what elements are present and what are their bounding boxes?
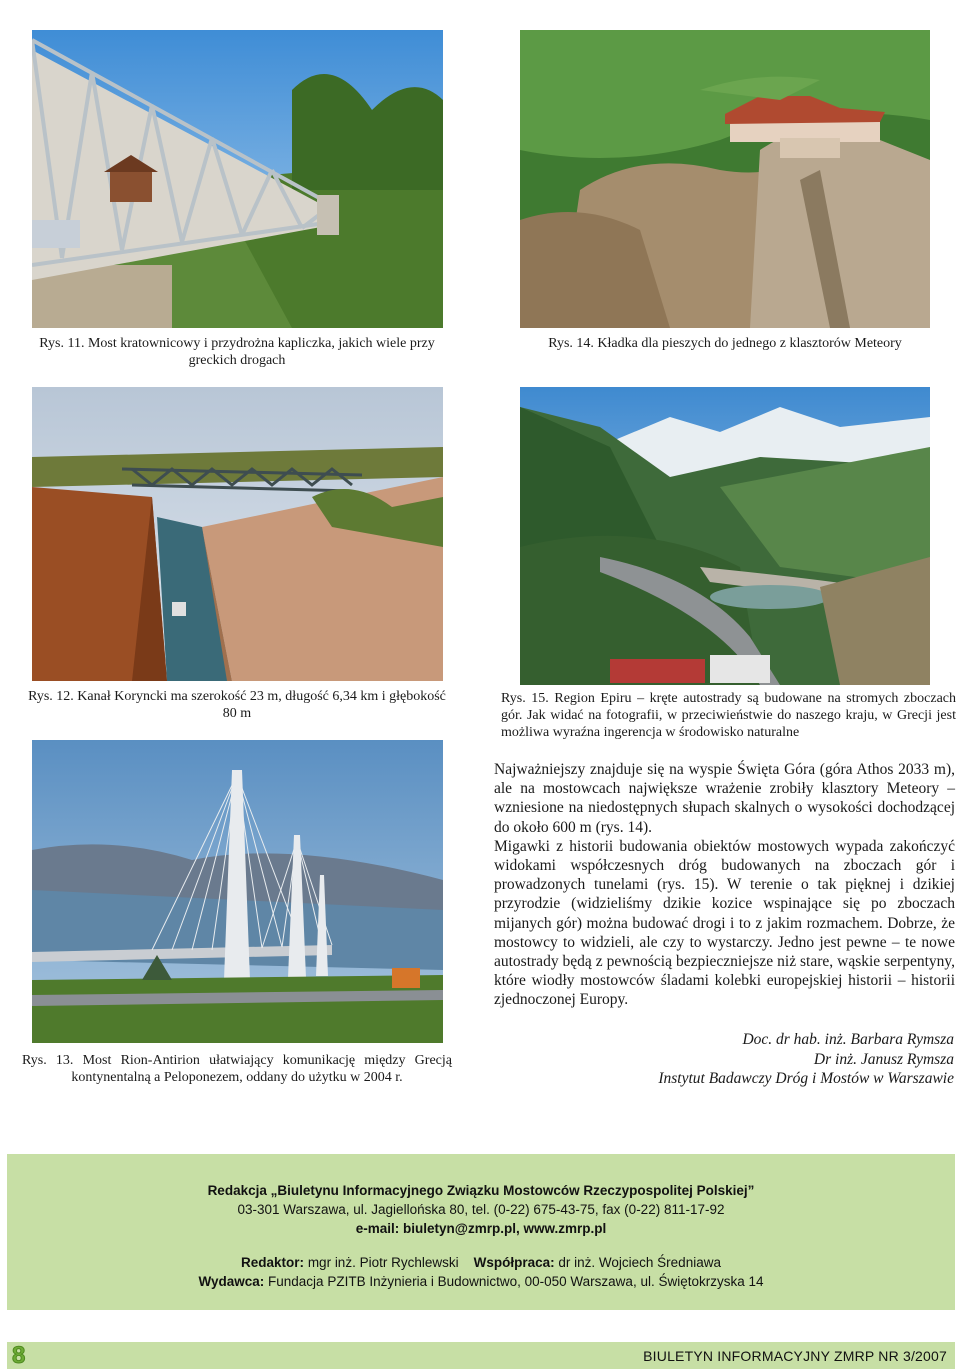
figure-15-caption-text: Rys. 15. Region Epiru – kręte autostrady są budowane na stromych zboczach gór. Jak widać na fotografii, w przeciwieństwie do naszego kraju, w Grecji jest możliwa wyraźna ingerencja w środowisko naturalne (501, 691, 956, 740)
author-2: Dr inż. Janusz Rymsza (813, 1050, 954, 1068)
coop-name: dr inż. Wojciech Średniawa (558, 1255, 721, 1270)
figure-13-caption: Rys. 13. Most Rion-Antirion ułatwiający komunikację między Grecją kontynentalną a Peloponezem, oddany do użytku w 2004 r. (22, 1053, 452, 1085)
figure-15-caption (501, 690, 956, 741)
article-paragraph-2: Migawki z historii budowania obiektów mostowych wypada zakończyć widokami współczesnych dróg budowanych na zboczach gór i prowadzonych tunelami (rys. 15). W terenie o tak pięknej i dzikiej przyrodzie (widzieliśmy dzikie kozice wspinające się po zboczach mijanych gór) można budować drogi i to z jakim rozmachem. Dobrze, że mostowcy to widzieli, ale czy to wystarczy. Jedno jest pewne – te nowe autostrady będą z pewnością bezpieczniejsze niż stare, wąskie serpentyny, które wiodły mostowców śladami kolebki europejskiej historii – historii zjednoczonej Europy. (494, 837, 955, 1009)
editorial-address: 03-301 Warszawa, ul. Jagiellońska 80, tel. (0-22) 675-43-75, fax (0-22) 811-17-92 (237, 1202, 725, 1217)
truss-bridge-photo (32, 30, 443, 328)
editorial-staff (7, 1253, 955, 1272)
article-paragraph-1: Najważniejszy znajduje się na wyspie Święta Góra (góra Athos 2033 m), ale na mostowcach największe wrażenie zrobiły klasztory Meteory – wzniesione na niedostępnych słupach skalnych o wysokości dochodzącej do około 600 m (rys. 14). (494, 761, 955, 836)
monastery-photo (520, 30, 930, 328)
publisher-line (7, 1272, 955, 1291)
coop-label: Współpraca: (473, 1255, 555, 1270)
editor-label: Redaktor: (241, 1255, 305, 1270)
authors-block (554, 1030, 954, 1089)
editor-name: mgr inż. Piotr Rychlewski (307, 1255, 459, 1270)
author-institution: Instytut Badawczy Dróg i Mostów w Warszawie (658, 1070, 954, 1087)
publisher-label: Wydawca: (198, 1274, 265, 1289)
cable-stayed-bridge-photo (32, 740, 443, 1043)
mountain-highway-photo (520, 387, 930, 685)
page-footer-bar (7, 1342, 955, 1369)
figure-11-caption: Rys. 11. Most kratownicowy i przydrożna kapliczka, jakich wiele przy greckich drogach (39, 336, 435, 368)
publisher-name: Fundacja PZITB Inżynieria i Budownictwo, 00-050 Warszawa, ul. Świętokrzyska 14 (268, 1274, 764, 1289)
editorial-contact: e-mail: biuletyn@zmrp.pl, www.zmrp.pl (355, 1221, 607, 1236)
article-body (494, 760, 955, 1010)
canal-photo (32, 387, 443, 681)
figure-12-caption: Rys. 12. Kanał Koryncki ma szerokość 23 m, długość 6,34 km i głębokość 80 m (28, 689, 446, 721)
editorial-title: Redakcja „Biuletynu Informacyjnego Związku Mostowców Rzeczypospolitej Polskiej” (207, 1183, 755, 1198)
figure-14-caption: Rys. 14. Kładka dla pieszych do jednego z klasztorów Meteory (548, 336, 902, 351)
editorial-footer (7, 1154, 955, 1310)
author-1: Doc. dr hab. inż. Barbara Rymsza (742, 1031, 954, 1048)
journal-name: BIULETYN INFORMACYJNY ZMRP NR 3/2007 (643, 1348, 947, 1364)
page-number: 8 (12, 1342, 26, 1369)
